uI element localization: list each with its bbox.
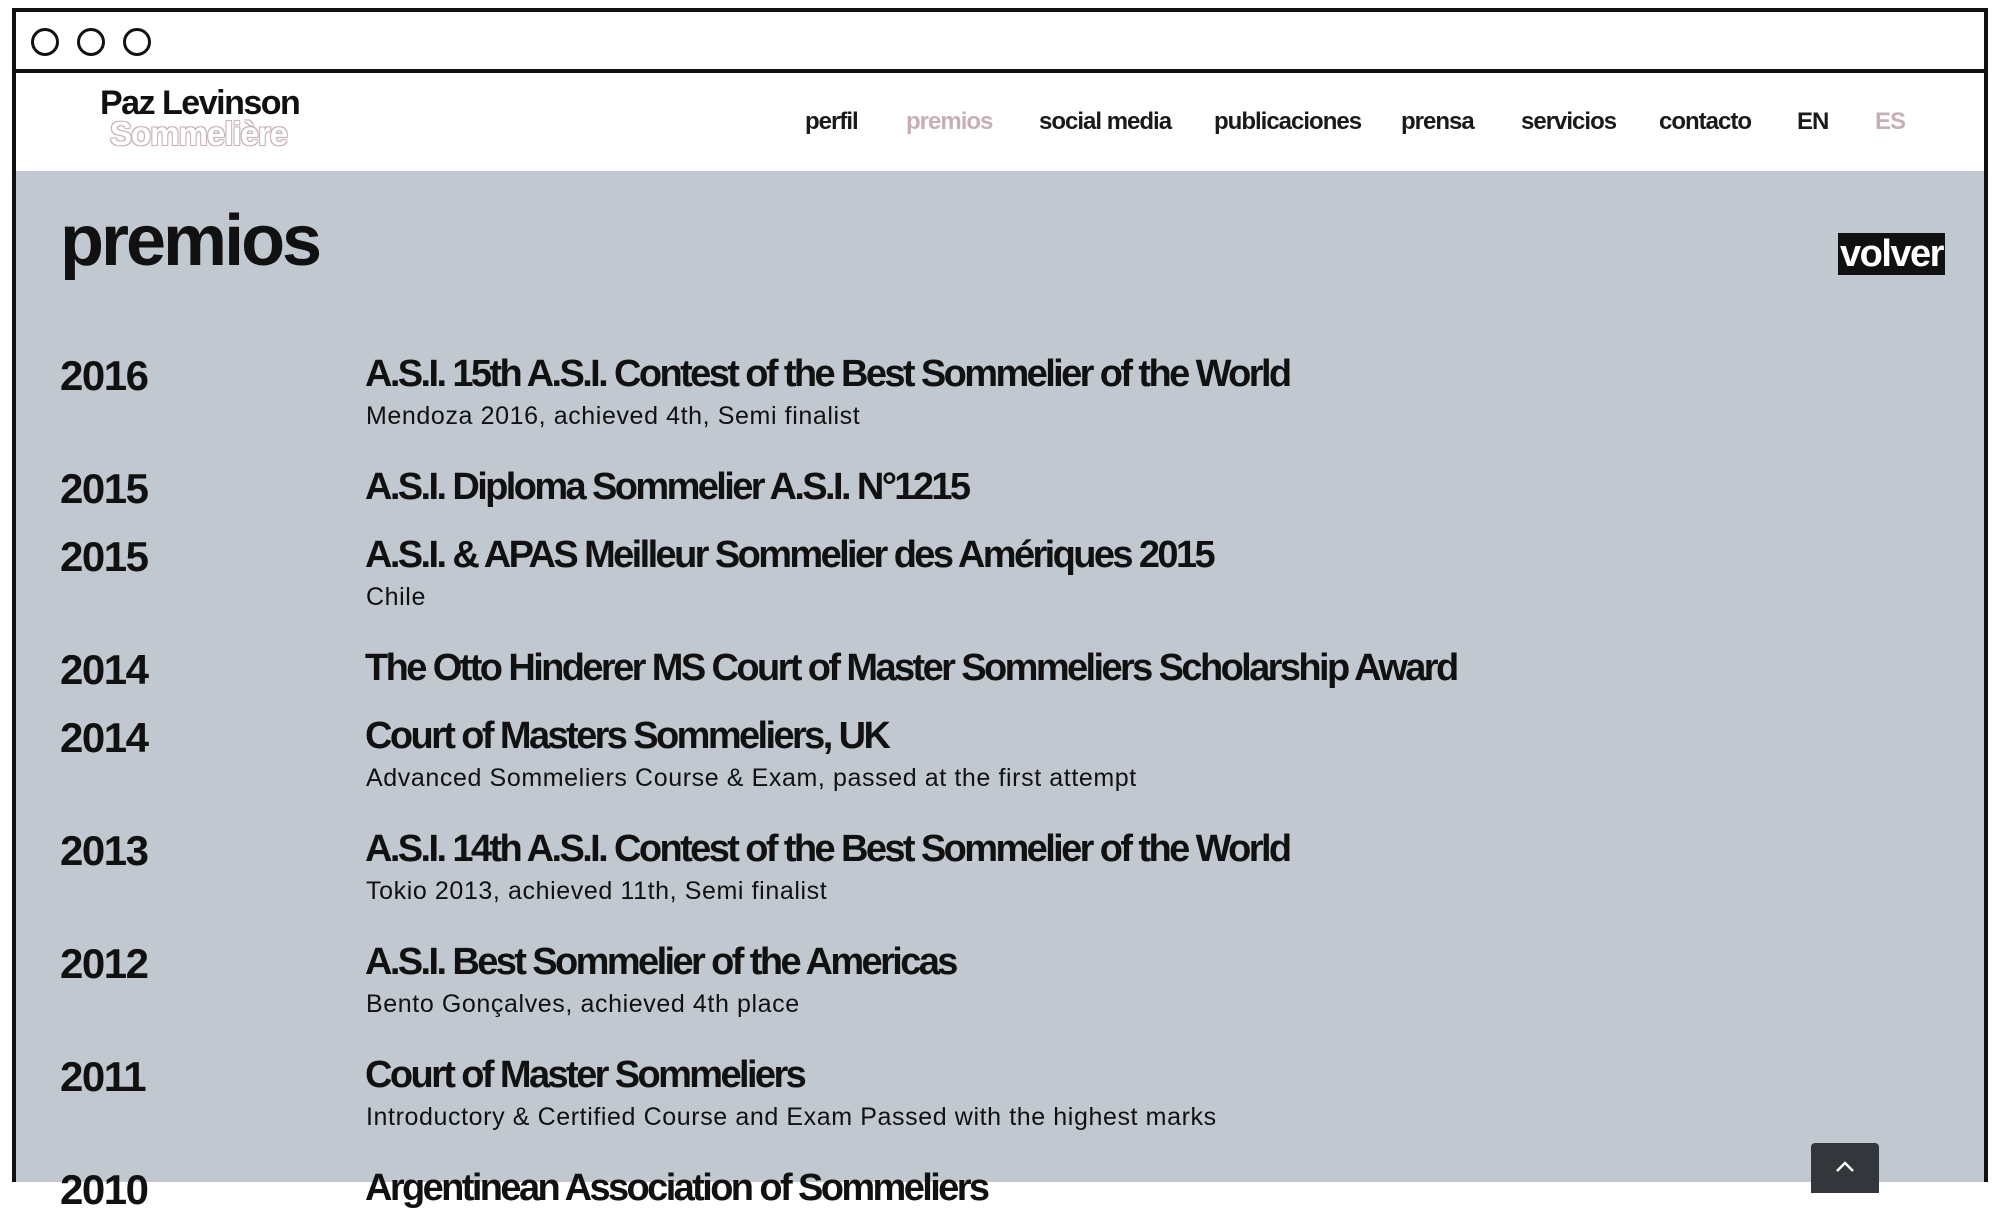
page-title: premios — [60, 201, 320, 281]
award-year: 2015 — [60, 465, 148, 512]
nav-item-publicaciones[interactable]: publicaciones — [1214, 108, 1362, 135]
award-year: 2011 — [60, 1053, 146, 1100]
award-year: 2014 — [60, 646, 148, 693]
award-detail: Mendoza 2016, achieved 4th, Semi finalist — [366, 402, 861, 430]
nav-item-social-media[interactable]: social media — [1039, 108, 1172, 135]
award-detail: Tokio 2013, achieved 11th, Semi finalist — [366, 877, 828, 905]
scroll-to-top-button[interactable] — [1811, 1143, 1879, 1193]
award-detail: Chile — [366, 583, 426, 611]
chevron-up-icon — [1835, 1159, 1855, 1173]
logo-subtitle: Sommelière — [110, 115, 288, 152]
award-title: Argentinean Association of Sommeliers — [365, 1167, 988, 1209]
award-title: Court of Master Sommeliers — [365, 1054, 805, 1096]
browser-window — [12, 8, 1988, 1213]
nav-item-lang-en[interactable]: EN — [1797, 108, 1829, 135]
nav-item-lang-es[interactable]: ES — [1875, 108, 1906, 135]
award-title: A.S.I. 14th A.S.I. Contest of the Best Sommelier of the World — [365, 828, 1290, 870]
nav-item-servicios[interactable]: servicios — [1521, 108, 1617, 135]
award-year: 2012 — [60, 940, 148, 987]
award-year: 2016 — [60, 352, 148, 399]
nav-item-contacto[interactable]: contacto — [1659, 108, 1752, 135]
site-header — [16, 73, 1984, 171]
award-title: A.S.I. & APAS Meilleur Sommelier des Amériques 2015 — [365, 534, 1214, 576]
award-title: A.S.I. Best Sommelier of the Americas — [365, 941, 956, 983]
award-title: Court of Masters Sommeliers, UK — [365, 715, 889, 757]
window-maximize-button[interactable] — [123, 28, 151, 56]
award-detail: Advanced Sommeliers Course & Exam, passed at the first attempt — [366, 764, 1137, 792]
back-button[interactable]: volver — [1840, 233, 1943, 275]
logo-name: Paz Levinson — [100, 84, 300, 122]
award-year: 2013 — [60, 827, 148, 874]
award-year: 2014 — [60, 714, 148, 761]
award-title: A.S.I. 15th A.S.I. Contest of the Best Sommelier of the World — [365, 353, 1290, 395]
award-detail: Bento Gonçalves, achieved 4th place — [366, 990, 800, 1018]
nav-item-premios[interactable]: premios — [906, 108, 993, 135]
window-minimize-button[interactable] — [77, 28, 105, 56]
award-year: 2015 — [60, 533, 148, 580]
nav-item-perfil[interactable]: perfil — [805, 108, 858, 135]
award-year: 2010 — [60, 1166, 148, 1213]
award-detail: Introductory & Certified Course and Exam Passed with the highest marks — [366, 1103, 1217, 1131]
award-title: A.S.I. Diploma Sommelier A.S.I. N°1215 — [365, 466, 969, 508]
main-content — [16, 171, 1984, 1213]
window-close-button[interactable] — [31, 28, 59, 56]
main-nav — [16, 107, 1984, 137]
nav-item-prensa[interactable]: prensa — [1401, 108, 1474, 135]
award-title: The Otto Hinderer MS Court of Master Sommeliers Scholarship Award — [365, 647, 1457, 689]
window-titlebar — [16, 12, 1984, 73]
